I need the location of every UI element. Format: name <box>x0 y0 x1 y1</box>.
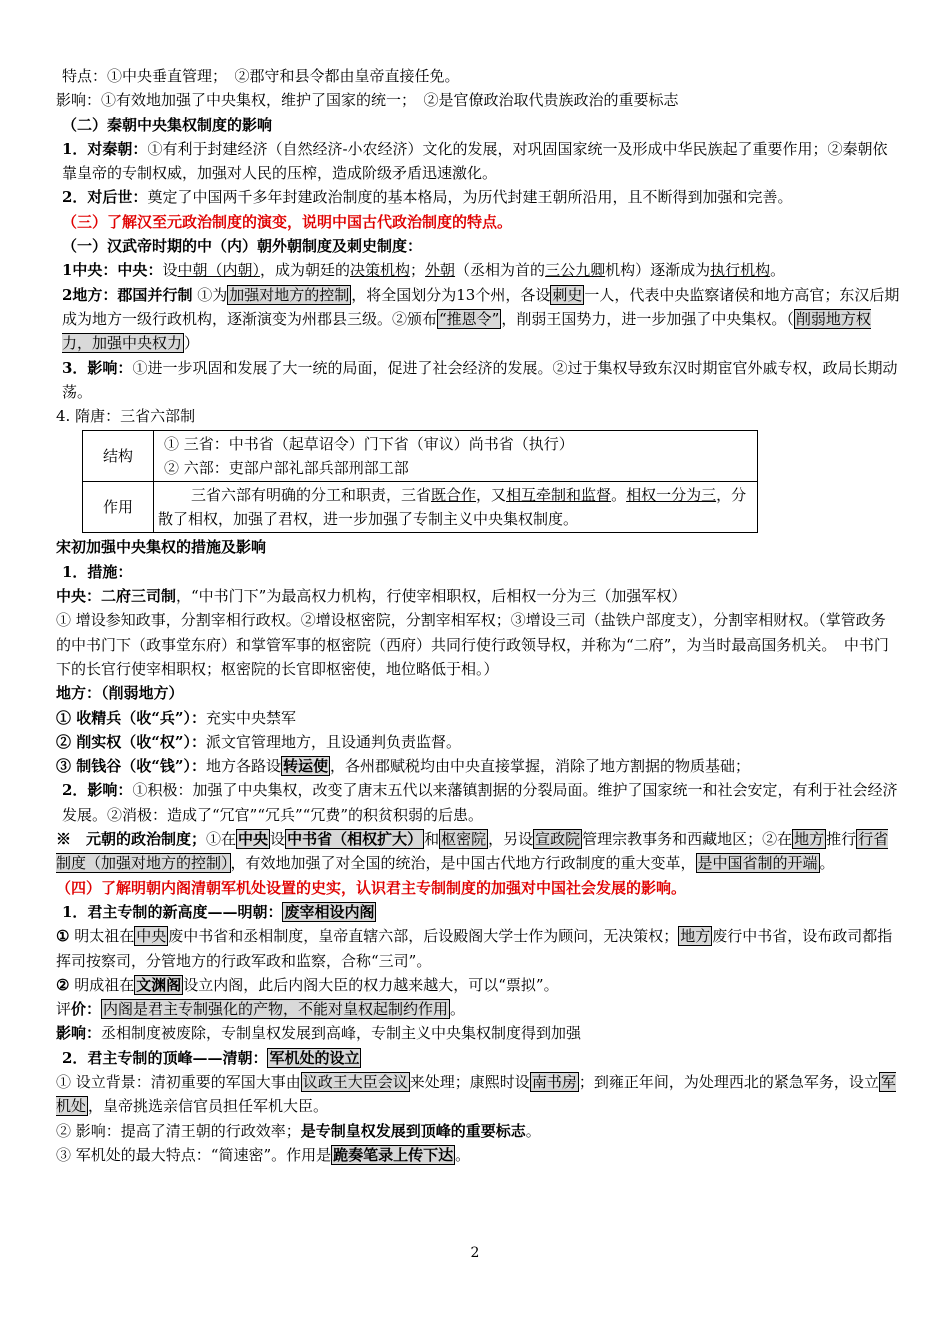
boxed-text: 刺史 <box>552 285 583 304</box>
text: ①进一步巩固和发展了大一统的局面，促进了社会经济的发展。②过于集权导致东汉时期宦官外戚专权，政局长期动荡。 <box>62 358 898 401</box>
text-line <box>56 754 900 778</box>
text: 丞相制度被废除，专制皇权发展到高峰，专制主义中央集权制度得到加强 <box>101 1024 582 1043</box>
text-line <box>56 185 900 209</box>
text-line <box>56 997 900 1021</box>
text: 。 <box>819 854 835 873</box>
boxed-text: 军机处 <box>56 1072 896 1116</box>
text: （三）了解汉至元政治制度的演变，说明中国古代政治制度的特点。 <box>62 212 513 231</box>
table-cell <box>154 482 758 533</box>
boxed-text: 地方 <box>680 927 711 946</box>
boxed-text: 是中国省制的开端 <box>697 854 818 873</box>
label: 1．对秦朝： <box>62 139 148 158</box>
boxed-text: 中央 <box>136 927 167 946</box>
text: 。 <box>770 261 786 280</box>
text: 和 <box>424 830 440 849</box>
red-heading <box>56 210 900 234</box>
text: ① 增设参知政事，分割宰相行政权。②增设枢密院，分割宰相军权；③增设三司（盐铁户部度支），分割宰相财权。（掌管政务的中书门下（政事堂东府）和掌管军事的枢密院（西府）共同行使行政领导权，并称为“二府”，为当时最高国务机关。 中书门下的长官行使宰相职权；枢密院的长官即枢密使，地位略低于相。） <box>56 611 889 678</box>
label: 评 <box>56 1000 72 1019</box>
text: ，各州郡赋税均由中央直接掌握，消除了地方割据的物质基础； <box>330 757 751 776</box>
boxed-text: 议政王大臣会议 <box>302 1072 408 1091</box>
boxed-text: 行省制度（加强对地方的控制） <box>56 830 889 873</box>
text: ，有效地加强了对全国的统治，是中国古代地方行政制度的重大变革， <box>230 854 696 873</box>
underlined-text: 相互牵制和监督 <box>506 486 612 505</box>
text: ①在 <box>206 830 237 849</box>
text: 三省六部有明确的分工和职责，三省 <box>191 486 432 505</box>
text: ，另设 <box>488 830 534 849</box>
label: 2．影响： <box>62 781 133 800</box>
boxed-text: 中书省（相权扩大） <box>287 830 423 849</box>
text-line <box>56 706 900 730</box>
boxed-text: 废宰相设内阁 <box>284 902 375 921</box>
text: 机构）逐渐成为 <box>605 261 711 280</box>
text-line <box>56 924 900 973</box>
bold-text: 是专制皇权发展到顶峰的重要标志 <box>300 1121 526 1140</box>
text-line <box>56 404 900 428</box>
text-line <box>56 356 900 405</box>
text-line <box>56 730 900 754</box>
text: 。 <box>611 486 627 505</box>
text: 充实中央禁军 <box>205 708 296 727</box>
label: ③ 制钱谷（收“钱”）： <box>56 757 206 776</box>
text: 奠定了中国两千多年封建政治制度的基本格局，为历代封建王朝所沿用，且不断得到加强和完善。 <box>147 188 793 207</box>
text-line <box>56 1021 900 1045</box>
text: ，成为朝廷的 <box>259 261 350 280</box>
underlined-text: 外朝 <box>425 261 456 280</box>
table-row <box>83 482 758 533</box>
text: 废中书省和丞相制度，皇帝直辖六部，后设殿阁大学士作为顾问，无决策权； <box>168 927 679 946</box>
text: 。 <box>455 1145 471 1164</box>
boxed-text: 宣政院 <box>535 830 581 849</box>
text: 一人，代表中央监察诸侯和地方高官；东汉后期成为地方一级行政机构，逐渐演变为州郡县三级。②颁布 <box>62 285 900 328</box>
text: 地方各路设 <box>205 757 281 776</box>
text-line <box>56 64 900 88</box>
underlined-text: 决策机构 <box>350 261 411 280</box>
boxed-text: 文渊阁 <box>136 975 182 994</box>
text: （四）了解明朝内阁清朝军机处设置的史实，认识君主专制制度的加强对中国社会发展的影响。 <box>56 878 687 897</box>
text: 来处理；康熙时设 <box>409 1072 530 1091</box>
text-line <box>56 258 900 282</box>
text: （丞相为首的 <box>455 261 546 280</box>
text: ，削弱王国势力，进一步加强了中央集权。（ <box>501 309 794 328</box>
section-heading <box>56 535 900 559</box>
text: 宋初加强中央集权的措施及影响 <box>56 538 267 557</box>
text: 4. 隋唐：三省六部制 <box>56 407 196 426</box>
section-heading <box>56 681 900 705</box>
boxed-text: 中央 <box>238 830 269 849</box>
boxed-text: 转运使 <box>283 757 329 776</box>
text-line <box>56 88 900 112</box>
text: 废行中书省，设布政司都指挥司按察司，分管地方的行政军政和监察，合称“三司”。 <box>56 927 893 970</box>
section-heading <box>56 560 900 584</box>
underlined-text: 相权一分为三 <box>626 486 717 505</box>
label: ② 削实权（收“权”）： <box>56 732 206 751</box>
cell-line: ② 六部：吏部户部礼部兵部刑部工部 <box>164 459 409 478</box>
table-header-cell: 结构 <box>83 431 154 482</box>
table-header-cell: 作用 <box>83 482 154 533</box>
underlined-text: 执行机构 <box>710 261 771 280</box>
text-line <box>56 1119 900 1143</box>
underlined-text: 中朝（内朝） <box>177 261 260 280</box>
table-row <box>83 431 758 482</box>
label: ① 收精兵（收“兵”）： <box>56 708 206 727</box>
boxed-text: “推恩令” <box>439 309 500 328</box>
text: ； <box>410 261 426 280</box>
text: （二）秦朝中央集权制度的影响 <box>62 115 273 134</box>
text: 推行 <box>826 830 857 849</box>
underlined-text: 三公九卿 <box>545 261 606 280</box>
text-line <box>56 778 900 827</box>
boxed-text: 跪奏笔录上传下达 <box>333 1145 454 1164</box>
text: ，皇帝挑选亲信官员担任军机大臣。 <box>88 1097 329 1116</box>
boxed-text: 军机处的设立 <box>269 1048 360 1067</box>
label: 1中央：中央： <box>62 261 163 280</box>
label: ② <box>56 975 70 994</box>
text-line <box>56 1046 900 1070</box>
text-line <box>56 827 900 876</box>
text: ） <box>184 334 200 353</box>
text: 。 <box>525 1121 541 1140</box>
text-line <box>56 900 900 924</box>
boxed-text: 地方 <box>794 830 825 849</box>
text: 明成祖在 <box>69 975 135 994</box>
text: 影响：①有效地加强了中央集权，维护了国家的统一； ②是官僚政治取代贵族政治的重要标志 <box>56 91 679 110</box>
text: ①有利于封建经济（自然经济-小农经济）文化的发展，对巩固国家统一及形成中华民族起了重要作用；②秦朝依靠皇帝的专制权威，加强对人民的压榨，造成阶级矛盾迅速激化。 <box>62 139 888 183</box>
text: ① 设立背景：清初重要的军国大事由 <box>56 1072 301 1091</box>
page-number: 2 <box>470 1245 480 1261</box>
text-line <box>56 584 900 608</box>
text: ，又 <box>476 486 507 505</box>
text: 管理宗教事务和西藏地区；②在 <box>582 830 793 849</box>
boxed-text: 加强对地方的控制 <box>229 285 350 304</box>
label: 2地方：郡国并行制 <box>62 285 193 304</box>
label: 影响： <box>56 1024 102 1043</box>
text-line <box>56 1143 900 1167</box>
boxed-text: 内阁是君主专制强化的产物，不能对皇权起制约作用 <box>103 1000 449 1019</box>
section-heading <box>56 234 900 258</box>
text: ，“中书门下”为最高权力机构，行使宰相职权，后相权一分为三（加强军权） <box>176 587 687 606</box>
red-heading <box>56 876 900 900</box>
text: 设立内阁，此后内阁大臣的权力越来越大，可以“票拟”。 <box>183 975 559 994</box>
text-line <box>56 608 900 681</box>
label: 1．君主专制的新高度——明朝： <box>62 902 283 921</box>
text: 设 <box>162 261 178 280</box>
label: 2．君主专制的顶峰——清朝： <box>62 1048 268 1067</box>
text: 1．措施： <box>62 562 133 581</box>
label: 价： <box>71 1000 102 1019</box>
underlined-text: 既合作 <box>431 486 477 505</box>
text-line <box>56 283 900 356</box>
label: 2．对后世： <box>62 188 148 207</box>
label: 3．影响： <box>62 358 133 377</box>
boxed-text: 南书房 <box>531 1072 577 1091</box>
text: ①为 <box>197 285 228 304</box>
text-line <box>56 973 900 997</box>
label: ① <box>56 927 70 946</box>
label: 中央：二府三司制 <box>56 587 177 606</box>
label: ※ 元朝的政治制度； <box>56 830 207 849</box>
boxed-text: 削弱地方权力，加强中央权力 <box>62 309 871 353</box>
text: 特点：①中央垂直管理； ②郡守和县令都由皇帝直接任免。 <box>62 67 460 85</box>
section-heading <box>56 113 900 137</box>
text: 。 <box>450 1000 466 1019</box>
document-page <box>56 64 900 1167</box>
text-line <box>56 1070 900 1119</box>
text: ③ 军机处的最大特点：“简速密”。作用是 <box>56 1145 332 1164</box>
text: （一）汉武帝时期的中（内）朝外朝制度及刺史制度： <box>62 237 423 256</box>
text: ①积极：加强了中央集权，改变了唐末五代以来藩镇割据的分裂局面。维护了国家统一和社会安定，有利于社会经济发展。②消极：造成了“冗官”“冗兵”“冗费”的积贫积弱的后患。 <box>62 781 898 824</box>
cell-line: ① 三省：中书省（起草诏令）门下省（审议）尚书省（执行） <box>164 435 574 454</box>
text: ，将全国划分为13个州，各设 <box>351 285 551 304</box>
boxed-text: 枢密院 <box>441 830 487 849</box>
text: ；到雍正年间，为处理西北的紧急军务，设立 <box>578 1072 879 1091</box>
three-departments-table <box>82 430 758 533</box>
text: 地方：（削弱地方） <box>56 684 184 703</box>
text: ，分散了相权，加强了君权，进一步加强了专制主义中央集权制度。 <box>158 486 747 529</box>
text: 派文官管理地方，且设通判负责监督。 <box>205 732 461 751</box>
text: 明太祖在 <box>69 927 135 946</box>
text: ② 影响：提高了清王朝的行政效率； <box>56 1121 301 1140</box>
text: 设 <box>270 830 286 849</box>
text-line <box>56 137 900 186</box>
table-cell <box>154 431 758 482</box>
